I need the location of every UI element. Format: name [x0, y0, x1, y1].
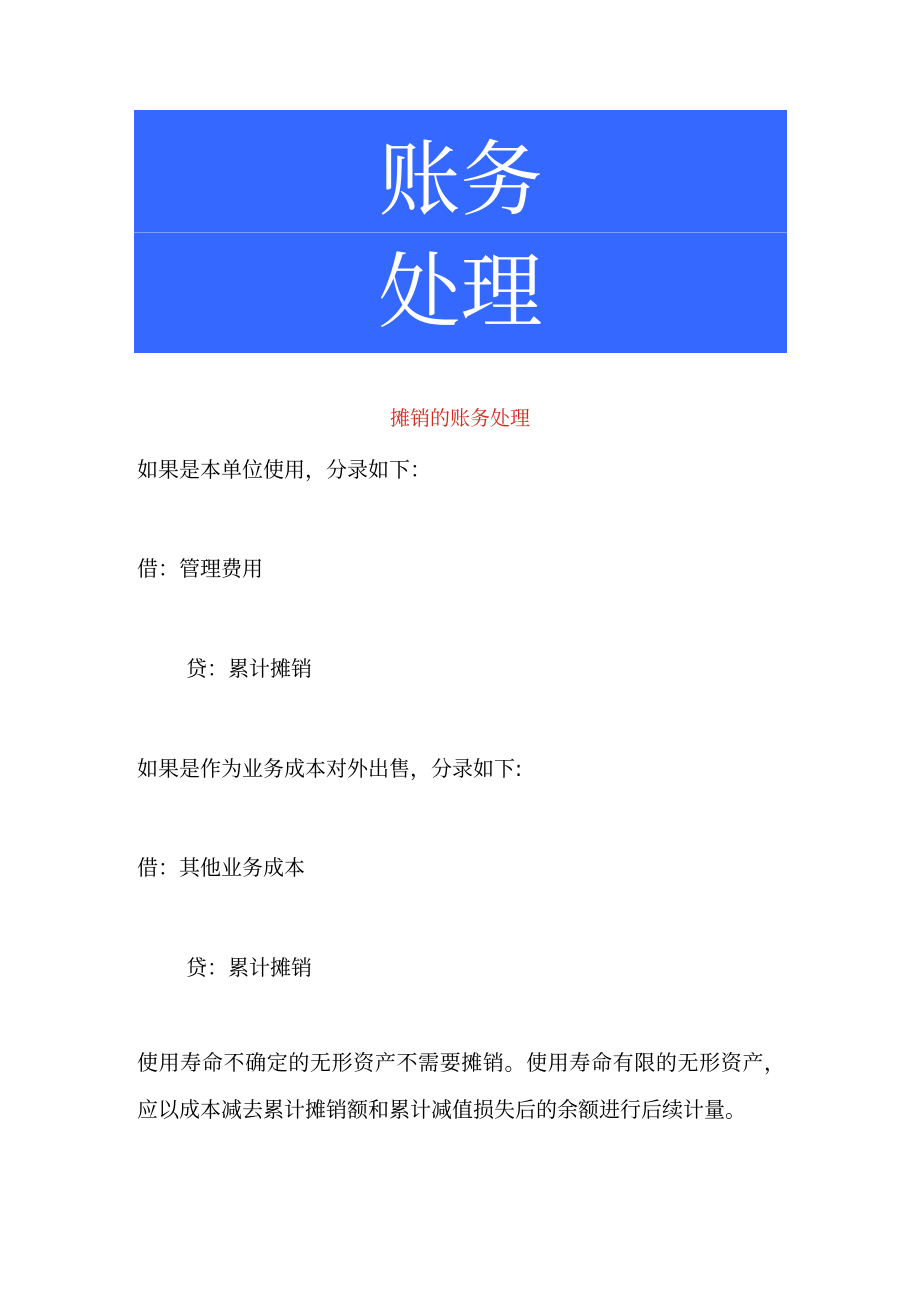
credit-entry-accumulated-amortization: 贷：累计摊销 — [186, 657, 312, 681]
debit-entry-other-business-cost: 借：其他业务成本 — [137, 856, 305, 880]
intro-external-sale: 如果是作为业务成本对外出售，分录如下: — [137, 757, 523, 781]
intro-self-use: 如果是本单位使用，分录如下： — [137, 458, 431, 482]
debit-entry-admin-expense: 借：管理费用 — [137, 557, 263, 581]
banner-title-line-2: 处理 — [378, 245, 543, 340]
header-banner — [134, 110, 787, 353]
banner-divider — [134, 232, 787, 233]
closing-paragraph: 使用寿命不确定的无形资产不需要摊销。使用寿命有限的无形资产，应以成本减去累计摊销额和累计减值损失后的余额进行后续计量。 — [137, 1051, 785, 1122]
banner-title-line-1: 账务 — [378, 133, 543, 228]
credit-entry-accumulated-amortization-2: 贷：累计摊销 — [186, 956, 312, 980]
document-title: 摊销的账务处理 — [390, 406, 530, 430]
